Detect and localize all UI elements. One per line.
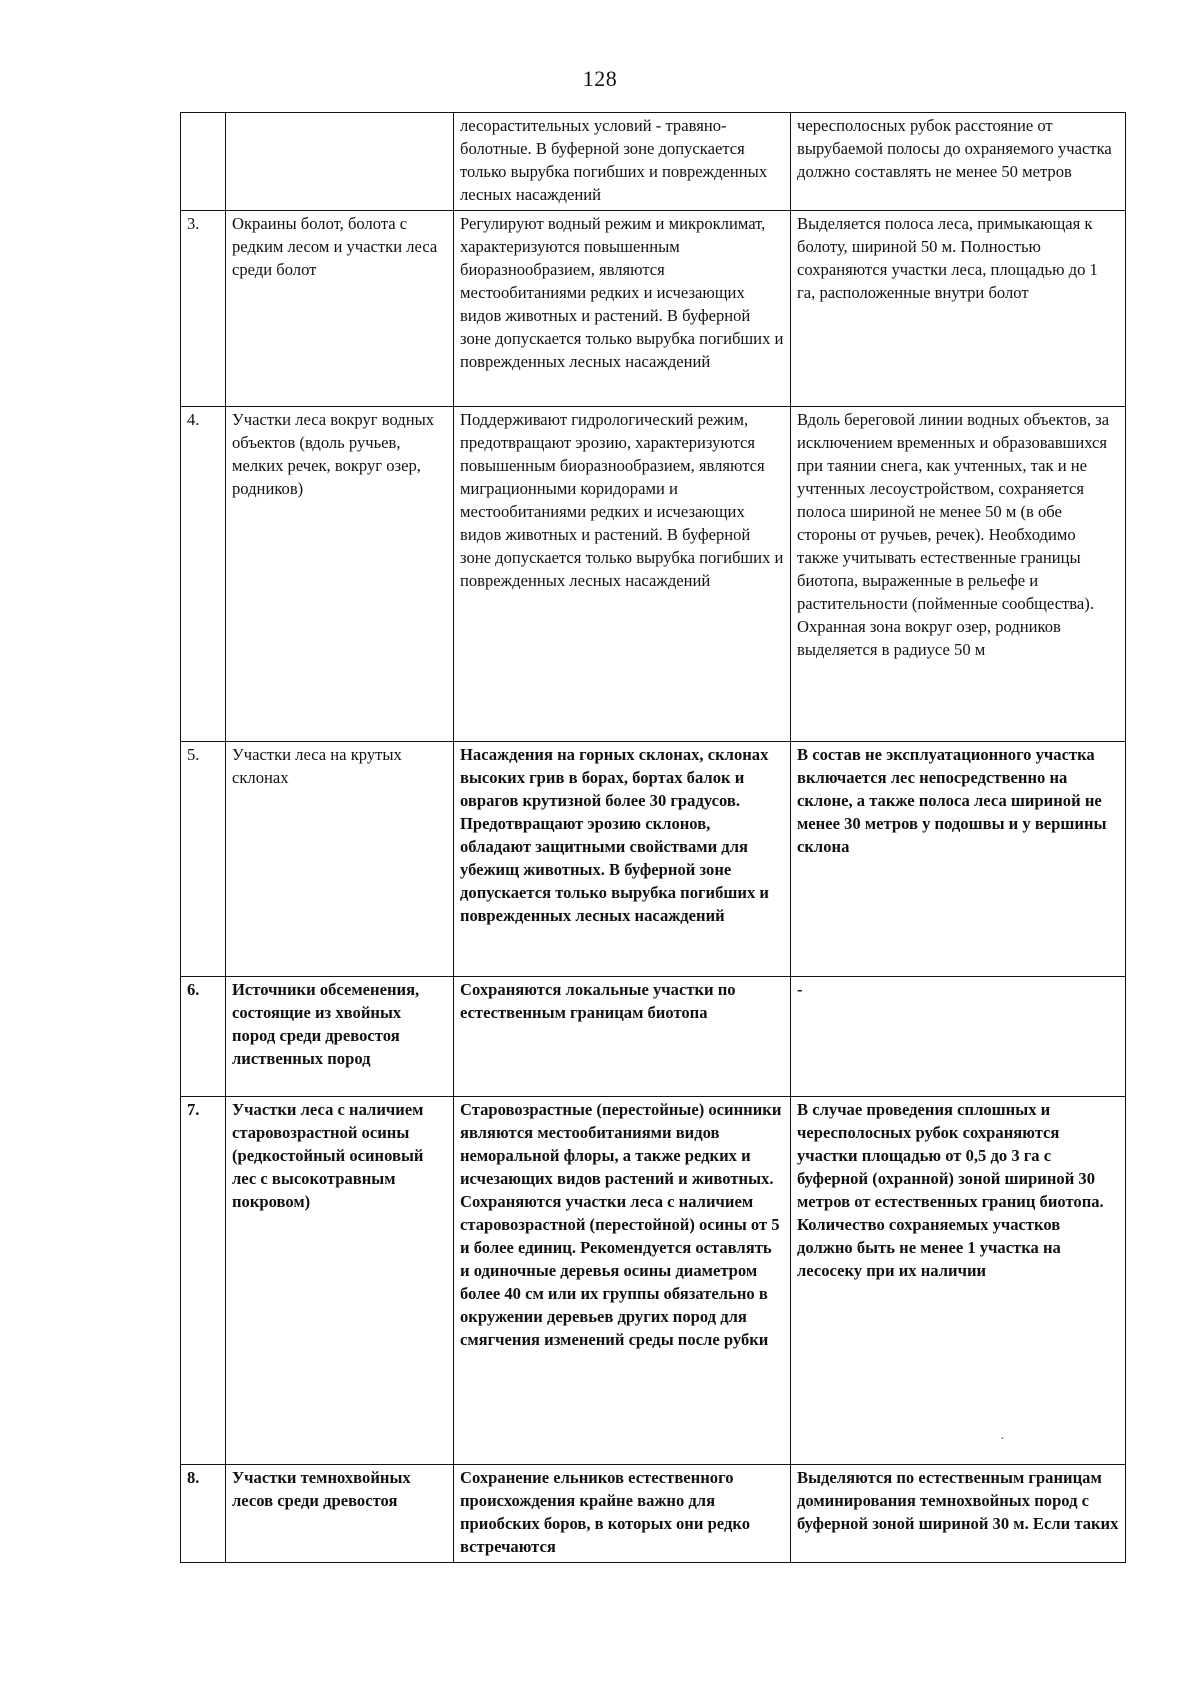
- table-row: [181, 1465, 1126, 1563]
- row-number: 8.: [181, 1465, 226, 1563]
- table-row: [181, 977, 1126, 1097]
- object-cell: [226, 113, 454, 211]
- object-cell: Участки леса с наличием старовозрастной осины (редкостойный осиновый лес с высокотравным покровом): [226, 1097, 454, 1465]
- measures-cell: Выделяются по естественным границам доминирования темнохвойных пород с буферной зоной шириной 30 м. Если таких: [791, 1465, 1126, 1563]
- scan-dot: ·: [1000, 1432, 1005, 1447]
- description-cell: Сохраняются локальные участки по естественным границам биотопа: [454, 977, 791, 1097]
- row-number: 6.: [181, 977, 226, 1097]
- object-cell: Участки темнохвойных лесов среди древостоя: [226, 1465, 454, 1563]
- table-row: [181, 211, 1126, 407]
- table-row: [181, 407, 1126, 742]
- row-number: [181, 113, 226, 211]
- object-cell: Окраины болот, болота с редким лесом и участки леса среди болот: [226, 211, 454, 407]
- table-row: [181, 1097, 1126, 1465]
- measures-cell: -: [791, 977, 1126, 1097]
- page-number: 128: [582, 66, 618, 91]
- measures-cell: Вдоль береговой линии водных объектов, за исключением временных и образовавшихся при таянии снега, как учтенных, так и не учтенных лесоустройством, сохраняется полоса шириной не менее 50 м (в обе стороны от ручьев, речек). Необходимо также учитывать естественные границы биотопа, выраженные в рельефе и растительности (пойменные сообщества). Охранная зона вокруг озер, родников выделяется в радиусе 50 м: [791, 407, 1126, 742]
- description-cell: Сохранение ельников естественного происхождения крайне важно для приобских боров, в которых они редко встречаются: [454, 1465, 791, 1563]
- table-row: [181, 742, 1126, 977]
- measures-cell: Выделяется полоса леса, примыкающая к болоту, шириной 50 м. Полностью сохраняются участки леса, площадью до 1 га, расположенные внутри болот: [791, 211, 1126, 407]
- measures-cell: В состав не эксплуатационного участка включается лес непосредственно на склоне, а также полоса леса шириной не менее 30 метров у подошвы и у вершины склона: [791, 742, 1126, 977]
- measures-cell: В случае проведения сплошных и чересполосных рубок сохраняются участки площадью от 0,5 до 3 га с буферной (охранной) зоной шириной 30 метров от естественных границ биотопа. Количество сохраняемых участков должно быть не менее 1 участка на лесосеку при их наличии: [791, 1097, 1126, 1465]
- row-number: 3.: [181, 211, 226, 407]
- table-row: [181, 113, 1126, 211]
- habitats-table: [180, 112, 1126, 1563]
- description-cell: Регулируют водный режим и микроклимат, характеризуются повышенным биоразнообразием, являются местообитаниями редких и исчезающих видов животных и растений. В буферной зоне допускается только вырубка погибших и поврежденных лесных насаждений: [454, 211, 791, 407]
- row-number: 7.: [181, 1097, 226, 1465]
- description-cell: лесорастительных условий - травяно-болотные. В буферной зоне допускается только вырубка погибших и поврежденных лесных насаждений: [454, 113, 791, 211]
- object-cell: Участки леса вокруг водных объектов (вдоль ручьев, мелких речек, вокруг озер, родников): [226, 407, 454, 742]
- row-number: 5.: [181, 742, 226, 977]
- description-cell: Поддерживают гидрологический режим, предотвращают эрозию, характеризуются повышенным биоразнообразием, являются миграционными коридорами и местообитаниями редких и исчезающих видов животных и растений. В буферной зоне допускается только вырубка погибших и поврежденных лесных насаждений: [454, 407, 791, 742]
- measures-cell: чересполосных рубок расстояние от вырубаемой полосы до охраняемого участка должно составлять не менее 50 метров: [791, 113, 1126, 211]
- object-cell: Источники обсеменения, состоящие из хвойных пород среди древостоя лиственных пород: [226, 977, 454, 1097]
- object-cell: Участки леса на крутых склонах: [226, 742, 454, 977]
- description-cell: Насаждения на горных склонах, склонах высоких грив в борах, бортах балок и оврагов крутизной более 30 градусов. Предотвращают эрозию склонов, обладают защитными свойствами для убежищ животных. В буферной зоне допускается только вырубка погибших и поврежденных лесных насаждений: [454, 742, 791, 977]
- row-number: 4.: [181, 407, 226, 742]
- description-cell: Старовозрастные (перестойные) осинники являются местообитаниями видов неморальной флоры, а также редких и исчезающих видов растений и животных. Сохраняются участки леса с наличием старовозрастной (перестойной) осины от 5 и более единиц. Рекомендуется оставлять и одиночные деревья осины диаметром более 40 см или их группы обязательно в окружении деревьев других пород для смягчения изменений среды после рубки: [454, 1097, 791, 1465]
